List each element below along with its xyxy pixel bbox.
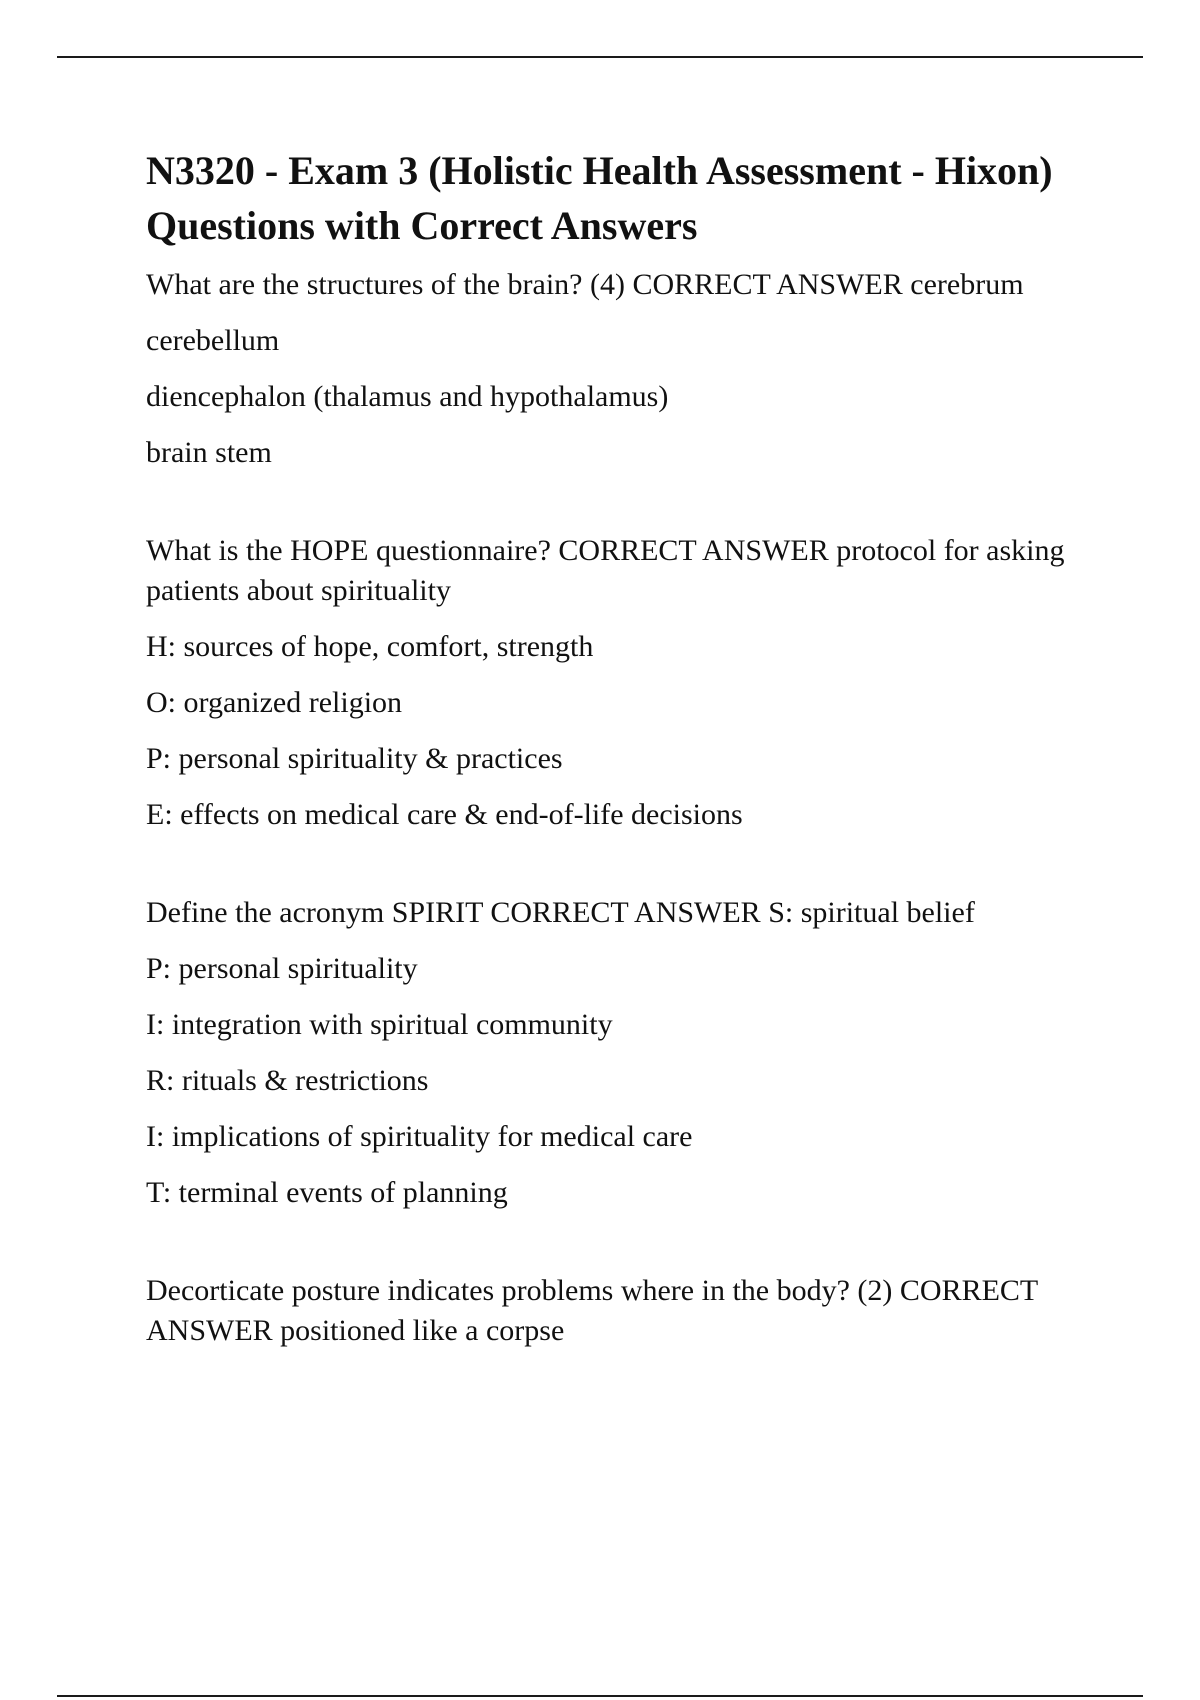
qa-item-hope-questionnaire — [146, 531, 1076, 835]
answer-line: E: effects on medical care & end-of-life decisions — [146, 798, 743, 831]
answer-line: O: organized religion — [146, 686, 403, 719]
qa-item-decorticate-posture — [146, 1271, 1076, 1351]
qa-item-spirit-acronym — [146, 893, 1076, 1213]
question-text: What is the HOPE questionnaire? CORRECT ANSWER protocol for asking patients about spirituality — [146, 534, 1065, 607]
document-title: N3320 - Exam 3 (Holistic Health Assessment - Hixon) Questions with Correct Answers — [146, 148, 1053, 248]
footer-rule — [57, 1695, 1143, 1697]
answer-line: P: personal spirituality — [146, 952, 418, 985]
answer-line: H: sources of hope, comfort, strength — [146, 630, 594, 663]
question-text: What are the structures of the brain? (4) CORRECT ANSWER cerebrum — [146, 268, 1024, 301]
answer-line: P: personal spirituality & practices — [146, 742, 563, 775]
header-rule — [57, 56, 1143, 58]
answer-line: T: terminal events of planning — [146, 1176, 508, 1209]
question-text: Define the acronym SPIRIT CORRECT ANSWER S: spiritual belief — [146, 896, 975, 929]
answer-line: diencephalon (thalamus and hypothalamus) — [146, 380, 669, 413]
question-text: Decorticate posture indicates problems where in the body? (2) CORRECT ANSWER positioned like a corpse — [146, 1274, 1038, 1347]
answer-line: brain stem — [146, 436, 272, 469]
answer-line: I: implications of spirituality for medical care — [146, 1120, 693, 1153]
answer-line: I: integration with spiritual community — [146, 1008, 613, 1041]
qa-item-brain-structures — [146, 265, 1076, 473]
answer-line: R: rituals & restrictions — [146, 1064, 429, 1097]
document-page — [146, 143, 1076, 1409]
answer-line: cerebellum — [146, 324, 280, 357]
